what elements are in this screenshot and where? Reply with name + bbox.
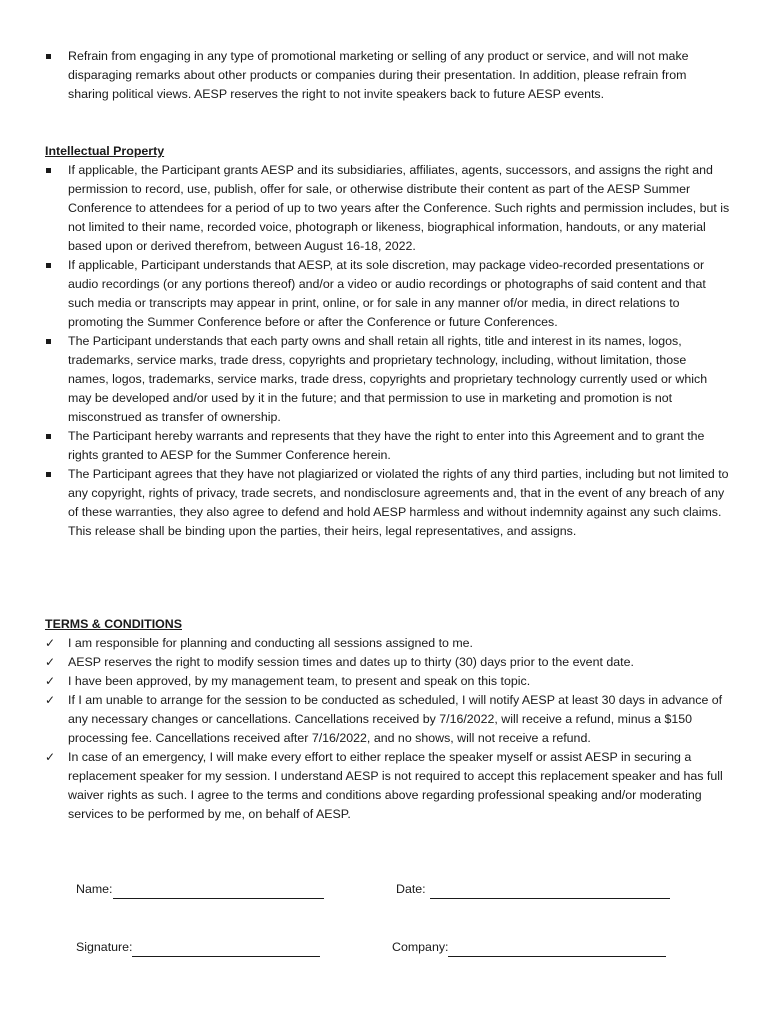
signature-input-line[interactable]: [132, 941, 320, 957]
list-item-text: If applicable, the Participant grants AESP and its subsidiaries, affiliates, agents, successors, and assigns the right and permission to record, use, publish, offer for sale, or otherwise distribute their content as part of the AESP Summer Conference to attendees for a period of up to two years after the Conference. Such rights and permission includes, but is not limited to their name, recorded voice, photograph or likeness, biographical information, handouts, or any material based upon or derived therefrom, between August 16-18, 2022.: [68, 163, 730, 253]
list-item-text: If I am unable to arrange for the session to be conducted as scheduled, I will notify AESP at least 30 days in advance of any necessary changes or cancellations. Cancellations received by 7/16/2022, will receive a refund, minus a $150 processing fee. Cancellations received after 7/16/2022, and no shows, will not receive a refund.: [68, 693, 723, 745]
checklist-item: [45, 691, 730, 748]
list-item-text: Refrain from engaging in any type of promotional marketing or selling of any product or service, and will not make disparaging remarks about other products or companies during their presentation. In addition, please refrain from sharing political views. AESP reserves the right to not invite speakers back to future AESP events.: [68, 49, 689, 101]
date-input-line[interactable]: [430, 883, 670, 899]
list-item-text: In case of an emergency, I will make every effort to either replace the speaker myself or assist AESP in securing a replacement speaker for my session. I understand AESP is not required to accept this replacement speaker and has full waiver rights as such. I agree to the terms and conditions above regarding professional speaking and/or moderating services to be performed by me, on behalf of AESP.: [68, 750, 723, 821]
list-item-text: I have been approved, by my management team, to present and speak on this topic.: [68, 674, 531, 688]
list-item: [45, 161, 730, 256]
list-item: [45, 332, 730, 427]
checklist-item: [45, 634, 730, 653]
list-item-text: AESP reserves the right to modify session times and dates up to thirty (30) days prior to the event date.: [68, 655, 634, 669]
list-item: [45, 47, 730, 104]
section-heading-intellectual-property: Intellectual Property: [45, 144, 165, 158]
checkmark-icon: ✓: [45, 750, 56, 764]
list-item-text: The Participant agrees that they have not plagiarized or violated the rights of any third parties, including but not limited to any copyright, rights of privacy, trade secrets, and nondisclosure agreements and, that in the event of any breach of any of these warranties, they also agree to defend and hold AESP harmless and without indemnity against any such claims. This release shall be binding upon the parties, their heirs, legal representatives, and assigns.: [68, 467, 729, 538]
list-item-text: If applicable, Participant understands that AESP, at its sole discretion, may package video-recorded presentations or audio recordings (or any portions thereof) and/or a video or audio recordings or photographs of said content and that such media or transcripts may appear in print, online, or for sale in any manner of/or media, in direct relations to promoting the Summer Conference before or after the Conference or future Conferences.: [68, 258, 706, 329]
terms-checklist: [45, 634, 730, 824]
company-label: Company:: [392, 940, 449, 954]
company-field: [392, 938, 666, 957]
list-item-text: I am responsible for planning and conducting all sessions assigned to me.: [68, 636, 474, 650]
checklist-item: [45, 653, 730, 672]
intellectual-property-list: [45, 161, 730, 541]
signature-field: [76, 938, 320, 957]
checkmark-icon: ✓: [45, 655, 56, 669]
checkmark-icon: ✓: [45, 674, 56, 688]
name-label: Name:: [76, 882, 113, 896]
name-field: [76, 880, 324, 899]
checklist-item: [45, 672, 730, 691]
checkmark-icon: ✓: [45, 693, 56, 707]
company-input-line[interactable]: [448, 941, 666, 957]
list-item-text: The Participant hereby warrants and represents that they have the right to enter into this Agreement and to grant the rights granted to AESP for the Summer Conference herein.: [68, 429, 705, 462]
intro-bullet-list: [45, 47, 730, 104]
section-heading-terms-conditions: TERMS & CONDITIONS: [45, 617, 182, 631]
list-item: [45, 427, 730, 465]
checklist-item: [45, 748, 730, 824]
name-input-line[interactable]: [113, 883, 324, 899]
list-item: [45, 256, 730, 332]
signature-label: Signature:: [76, 940, 133, 954]
list-item-text: The Participant understands that each party owns and shall retain all rights, title and interest in its names, logos, trademarks, service marks, trade dress, copyrights and proprietary technology, including, without limitation, those names, logos, trademarks, service marks, trade dress, copyrights and proprietary technology currently used or which may be developed and/or used by it in the future; and that permission to use in marketing and promotion is not misconstrued as transfer of ownership.: [68, 334, 708, 424]
list-item: [45, 465, 730, 541]
date-label: Date:: [396, 882, 426, 896]
checkmark-icon: ✓: [45, 636, 56, 650]
date-field: [396, 880, 670, 899]
